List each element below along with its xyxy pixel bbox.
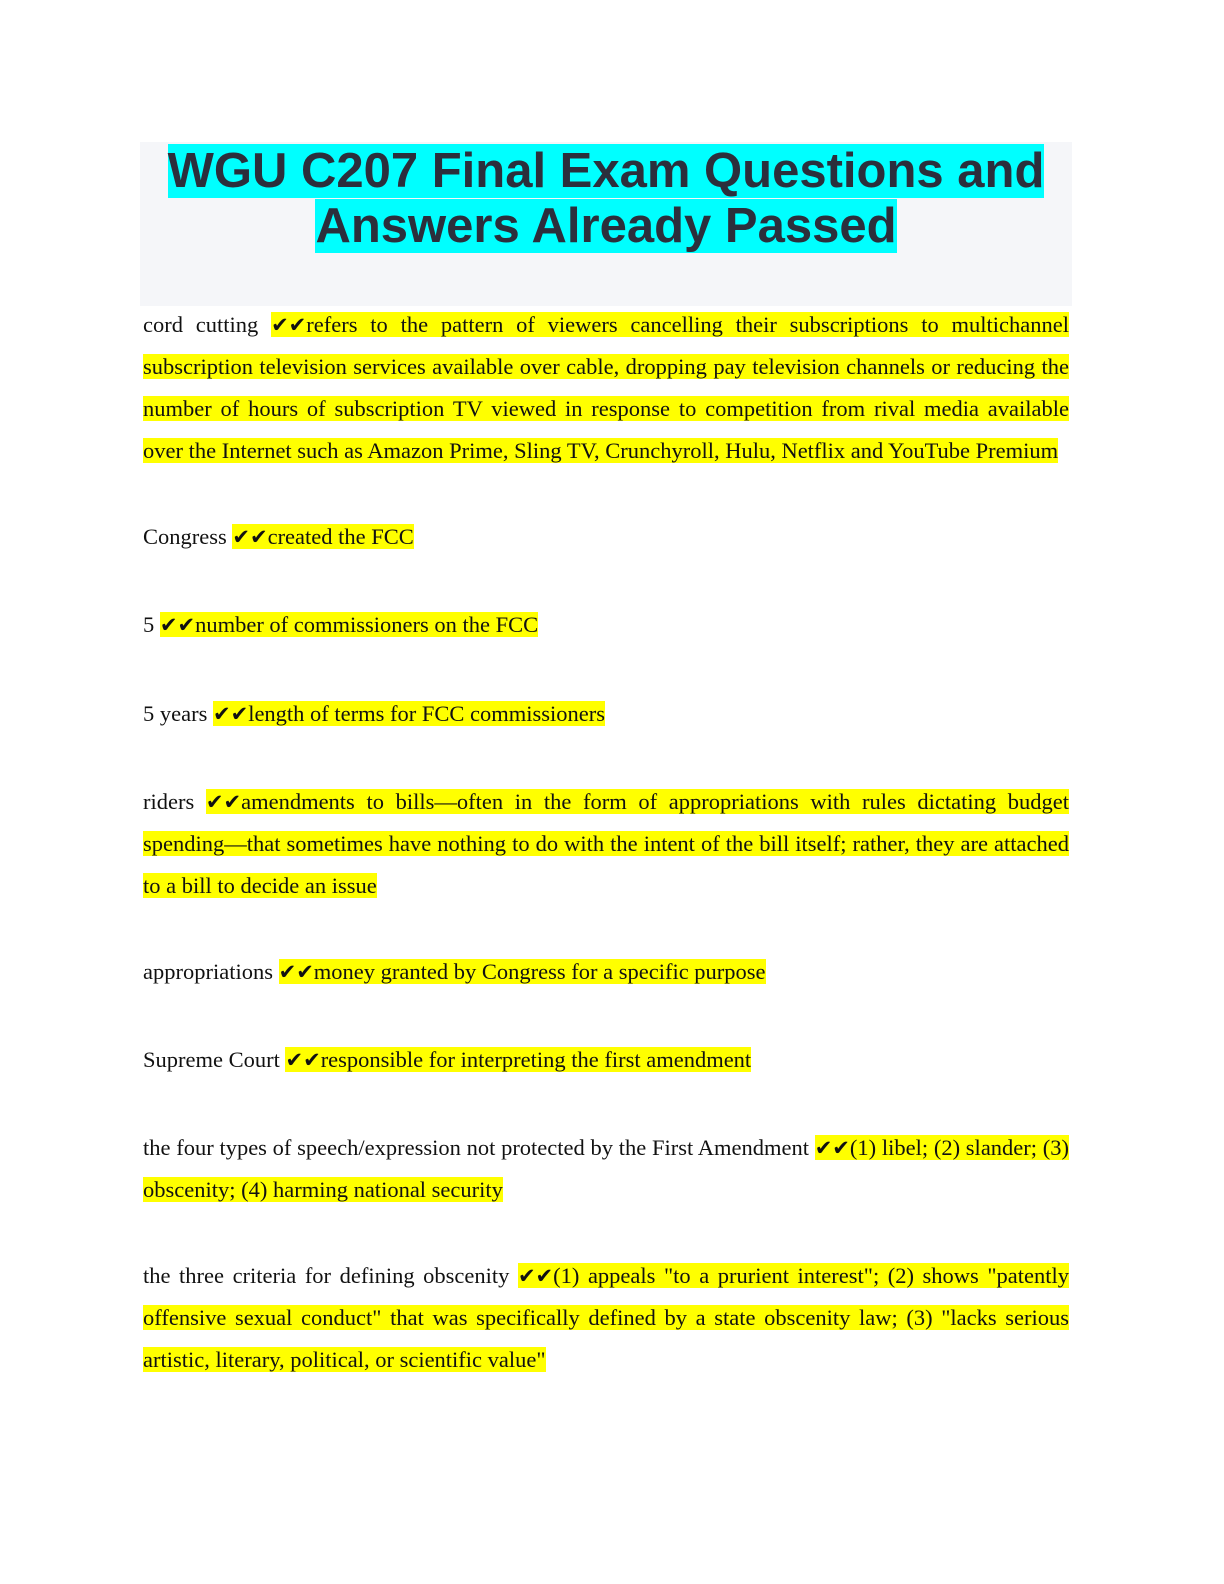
answer [213, 701, 605, 726]
answer-text: number of commissioners on the FCC [195, 612, 539, 637]
qa-entry-obscenity-criteria [143, 1255, 1069, 1381]
qa-entry-supreme-court [143, 1039, 1069, 1081]
double-check-icon: ✔✔ [212, 702, 249, 726]
answer-text: created the FCC [267, 524, 414, 549]
answer-text: refers to the pattern of viewers cancelling their subscriptions to multichannel subscription television services available over cable, dropping pay television channels or reducing the number of hours of subscription TV viewed in response to competition from rival media available over the Internet such as Amazon Prime, Sling TV, Crunchyroll, Hulu, Netflix and YouTube Premium [143, 312, 1069, 463]
title-line-1: WGU C207 Final Exam Questions and [167, 144, 1045, 198]
answer [160, 612, 538, 637]
term: the three criteria for defining obscenity [143, 1263, 510, 1288]
document-title [140, 142, 1072, 254]
answer-text: (1) appeals "to a prurient interest"; (2) shows "patently offensive sexual conduct" that was specifically defined by a state obscenity law; (3) "lacks serious artistic, literary, political, or scientific value" [143, 1263, 1070, 1372]
term: Supreme Court [143, 1047, 280, 1072]
answer-text: length of terms for FCC commissioners [248, 701, 606, 726]
answer [279, 959, 766, 984]
qa-entry-term-length [143, 693, 1069, 735]
title-box [140, 142, 1072, 306]
answer [232, 524, 413, 549]
answer [143, 789, 1069, 898]
term: appropriations [143, 959, 273, 984]
qa-entry-commissioners [143, 604, 1069, 646]
double-check-icon: ✔✔ [205, 790, 242, 814]
term: riders [143, 789, 195, 814]
double-check-icon: ✔✔ [232, 525, 268, 549]
answer-text: (1) libel; (2) slander; (3) obscenity; (4) harming national security [143, 1135, 1069, 1202]
answer [143, 312, 1069, 463]
double-check-icon: ✔✔ [271, 313, 307, 337]
qa-entry-cord-cutting [143, 304, 1069, 472]
term: the four types of speech/expression not protected by the First Amendment [143, 1135, 809, 1160]
answer [285, 1047, 751, 1072]
double-check-icon: ✔✔ [814, 1136, 850, 1160]
qa-list [143, 304, 1069, 1381]
term: cord cutting [143, 312, 259, 337]
answer-text: responsible for interpreting the first amendment [320, 1047, 752, 1072]
term: 5 years [143, 701, 208, 726]
qa-entry-appropriations [143, 951, 1069, 993]
double-check-icon: ✔✔ [285, 1048, 321, 1072]
answer-text: amendments to bills—often in the form of appropriations with rules dictating budget spending—that sometimes have nothing to do with the intent of the bill itself; rather, they are attached to a bill to decide an issue [143, 789, 1070, 898]
double-check-icon: ✔✔ [278, 960, 314, 984]
term: Congress [143, 524, 227, 549]
answer-text: money granted by Congress for a specific purpose [313, 959, 766, 984]
double-check-icon: ✔✔ [159, 613, 196, 637]
title-line-2: Answers Already Passed [315, 199, 897, 253]
qa-entry-riders [143, 781, 1069, 907]
term: 5 [143, 612, 155, 637]
qa-entry-unprotected-speech [143, 1127, 1069, 1211]
qa-entry-congress [143, 516, 1069, 558]
double-check-icon: ✔✔ [517, 1264, 554, 1288]
